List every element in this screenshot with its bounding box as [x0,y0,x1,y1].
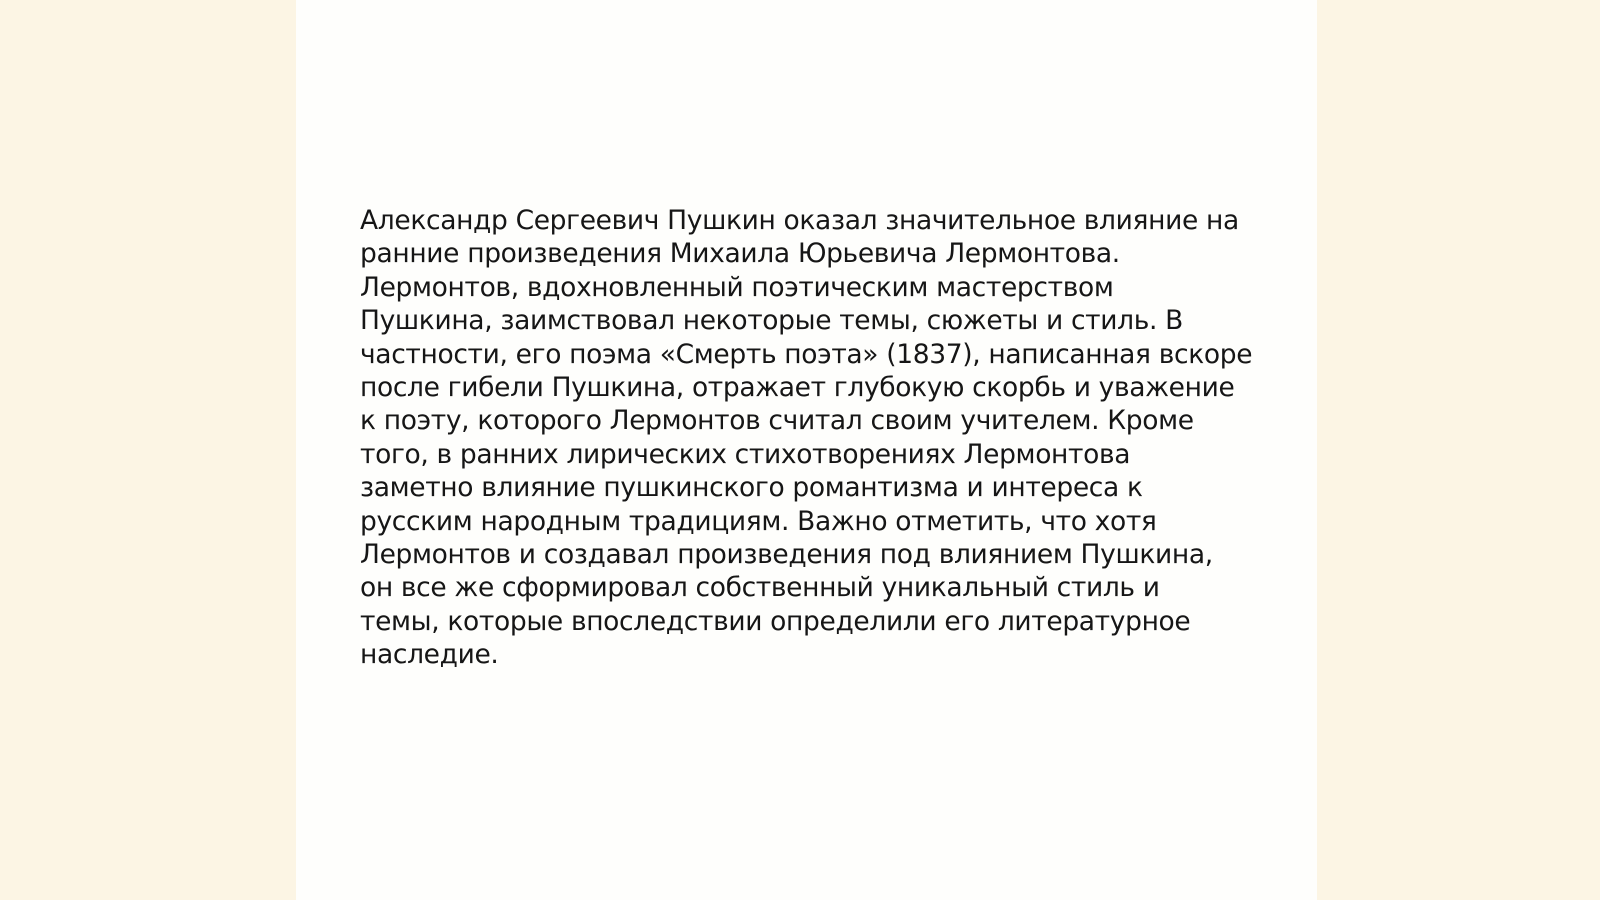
text-line: ранние произведения Михаила Юрьевича Лермонтова. [360,238,1120,270]
text-line: Лермонтов и создавал произведения под влиянием Пушкина, [360,539,1213,571]
text-line: к поэту, которого Лермонтов считал своим учителем. Кроме [360,405,1194,437]
text-line: он все же сформировал собственный уникальный стиль и [360,572,1160,604]
text-line: Лермонтов, вдохновленный поэтическим мастерством [360,271,1114,303]
right-margin [1317,0,1600,900]
left-margin [0,0,296,900]
text-line: темы, которые впоследствии определили его литературное [360,605,1191,637]
text-line: наследие. [360,639,499,671]
text-line: Пушкина, заимствовал некоторые темы, сюжеты и стиль. В [360,305,1183,337]
text-line: Александр Сергеевич Пушкин оказал значительное влияние на [360,205,1239,236]
slide-body-text [360,204,1260,672]
text-line: заметно влияние пушкинского романтизма и интереса к [360,472,1143,504]
text-line: русским народным традициям. Важно отметить, что хотя [360,505,1157,537]
text-line: после гибели Пушкина, отражает глубокую скорбь и уважение [360,372,1235,404]
text-line: того, в ранних лирических стихотворениях Лермонтова [360,438,1131,470]
text-line: частности, его поэма «Смерть поэта» (1837), написанная вскоре [360,338,1253,370]
